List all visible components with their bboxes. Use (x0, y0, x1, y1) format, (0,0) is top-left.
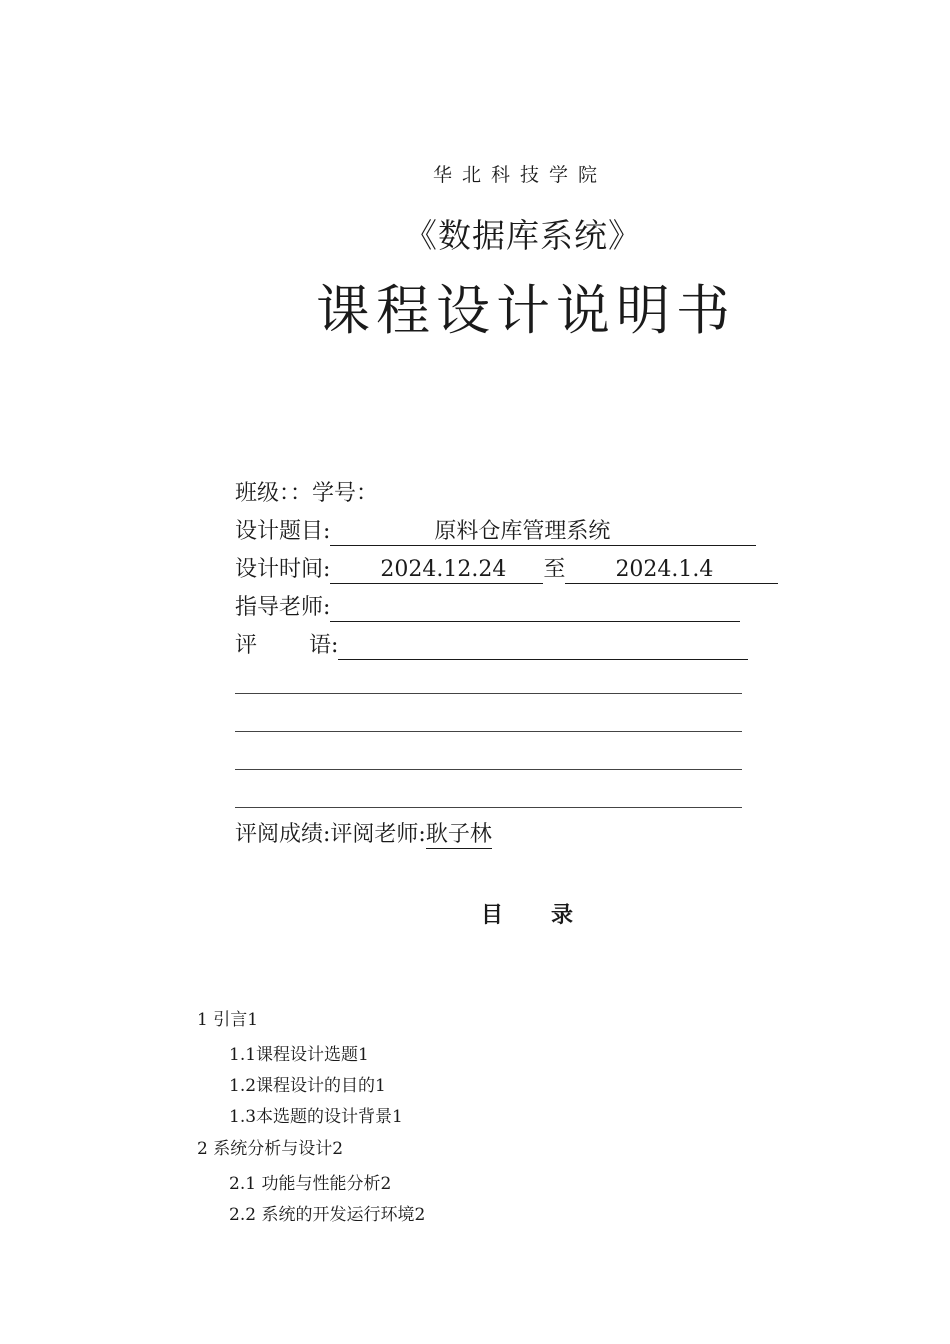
class-label: 班级： (235, 481, 291, 506)
advisor-row (235, 593, 740, 623)
class-id-row (235, 479, 378, 509)
document-title: 课程设计说明书 (316, 279, 736, 342)
topic-value: 原料仓库管理系统 (434, 519, 611, 544)
time-end: 2024.1.4 (615, 557, 714, 582)
topic-label: 设计题目: (235, 519, 331, 544)
comment-row (235, 631, 748, 661)
time-label: 设计时间: (235, 557, 331, 582)
reviewer-value: 耿子林 (425, 822, 492, 847)
time-separator: 至 (543, 557, 566, 582)
comment-label-2: 语: (309, 633, 339, 658)
advisor-label: 指导老师: (235, 595, 331, 620)
time-end-underline (565, 555, 778, 584)
toc-title (0, 898, 950, 929)
grade-label: 评阅成绩: (235, 822, 331, 847)
advisor-underline (330, 593, 740, 622)
course-name: 《数据库系统》 (404, 216, 642, 255)
toc-title-char-1: 目 (480, 902, 503, 928)
time-row (235, 555, 778, 585)
comment-blank-line (235, 807, 742, 808)
toc-item: 2.1 功能与性能分析2 (229, 1174, 392, 1194)
school-name: 华北科技学院 (432, 164, 607, 186)
toc-item: 2 系统分析与设计2 (197, 1139, 344, 1159)
comment-underline (338, 631, 748, 660)
toc-item: 1 引言1 (197, 1010, 259, 1030)
comment-blank-line (235, 693, 742, 694)
comment-label-1: 评 (235, 633, 258, 658)
comment-blank-line (235, 731, 742, 732)
toc-item: 1.3本选题的设计背景1 (229, 1107, 403, 1127)
toc-item: 1.2课程设计的目的1 (229, 1076, 386, 1096)
topic-underline (330, 517, 756, 546)
toc-item: 2.2 系统的开发运行环境2 (229, 1205, 426, 1225)
time-start-underline (330, 555, 543, 584)
topic-row (235, 517, 756, 547)
comment-blank-line (235, 769, 742, 770)
time-start: 2024.12.24 (380, 557, 507, 582)
review-row (235, 820, 492, 850)
reviewer-label: 评阅老师: (330, 822, 426, 847)
toc-title-char-2: 录 (551, 902, 574, 928)
toc-item: 1.1课程设计选题1 (229, 1045, 369, 1065)
student-id-label: ：学号： (290, 481, 379, 506)
